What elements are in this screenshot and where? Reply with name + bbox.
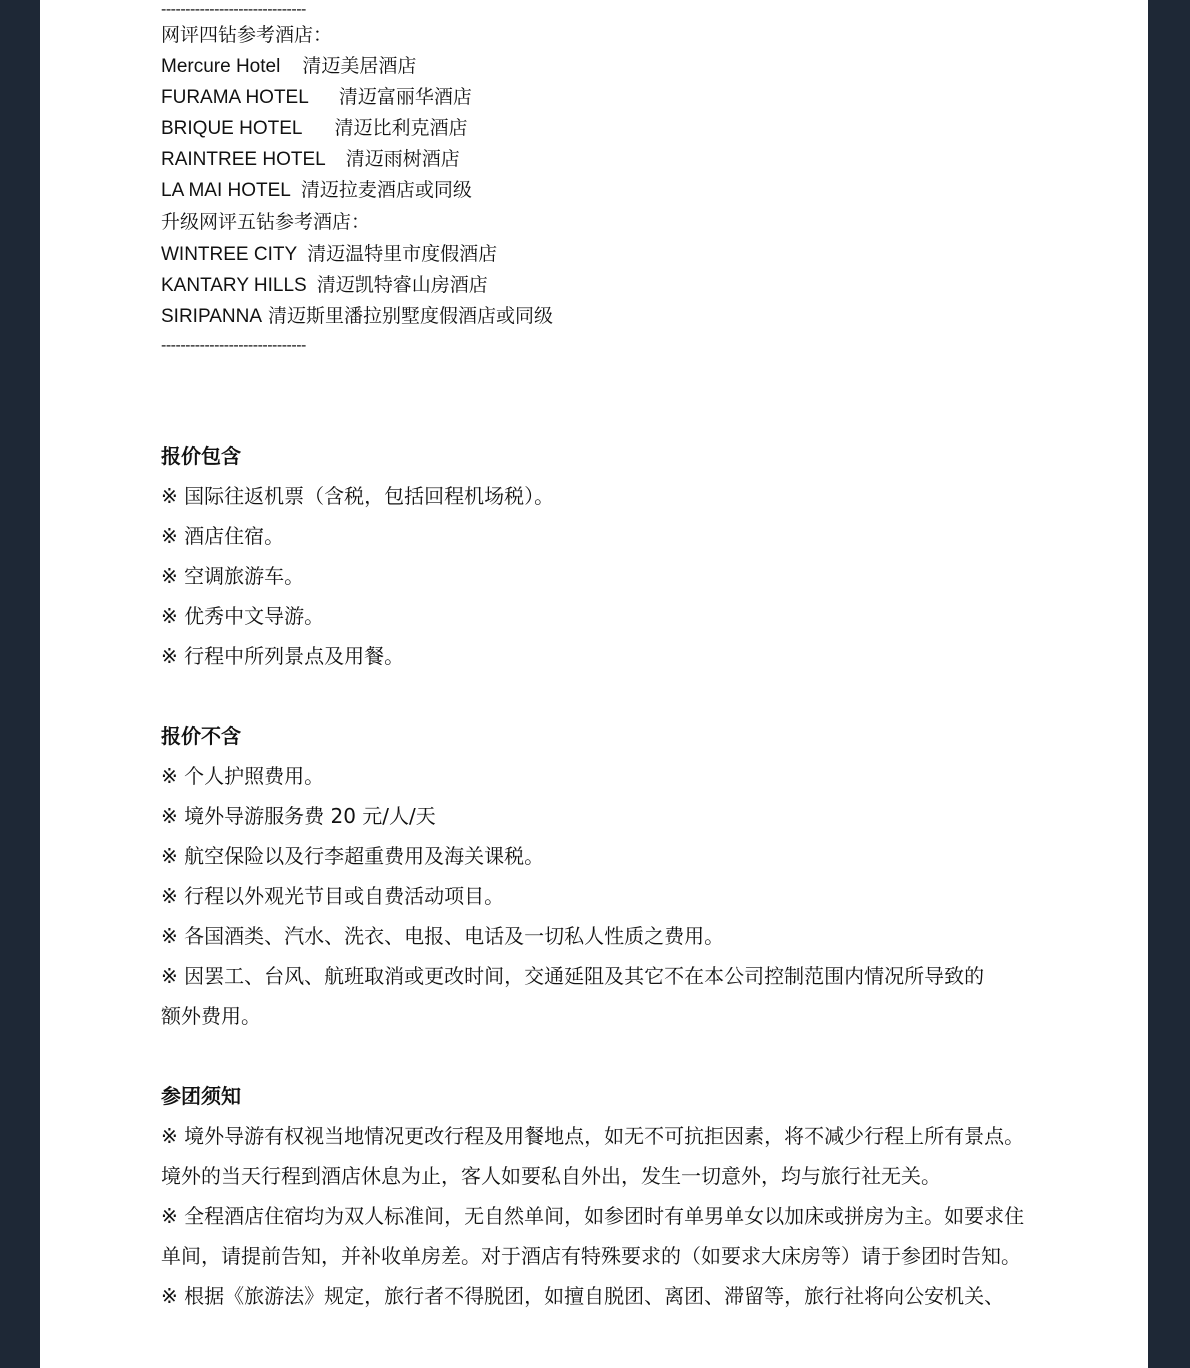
document-content	[161, 0, 1061, 1316]
section-title-excluded: 报价不含	[161, 724, 241, 748]
list-item: ※ 酒店住宿。	[161, 524, 285, 548]
list-item: ※ 全程酒店住宿均为双人标准间，无自然单间，如参团时有单男单女以加床或拼房为主。如要求住单间，请提前告知，并补收单房差。对于酒店有特殊要求的（如要求大床房等）请于参团时告知。	[161, 1204, 1025, 1268]
hotel-line: RAINTREE HOTEL 清迈雨树酒店	[161, 148, 460, 170]
four-star-heading: 网评四钻参考酒店：	[161, 24, 333, 46]
list-item: ※ 各国酒类、汽水、洗衣、电报、电话及一切私人性质之费用。	[161, 924, 725, 948]
list-item: ※ 空调旅游车。	[161, 564, 305, 588]
list-item: ※ 因罢工、台风、航班取消或更改时间，交通延阻及其它不在本公司控制范围内情况所导致的额外费用。	[161, 964, 985, 1028]
section-title-included: 报价包含	[161, 444, 241, 468]
list-item: ※ 优秀中文导游。	[161, 604, 325, 628]
list-item: ※ 境外导游有权视当地情况更改行程及用餐地点，如无不可抗拒因素，将不减少行程上所有景点。境外的当天行程到酒店休息为止，客人如要私自外出，发生一切意外，均与旅行社无关。	[161, 1124, 1025, 1188]
spacer	[161, 356, 1061, 436]
list-item: ※ 境外导游服务费 20 元/人/天	[161, 804, 436, 828]
spacer	[161, 1036, 1061, 1076]
five-star-heading: 升级网评五钻参考酒店：	[161, 211, 371, 233]
spacer	[161, 676, 1061, 716]
list-item: ※ 行程中所列景点及用餐。	[161, 644, 405, 668]
list-item: ※ 行程以外观光节目或自费活动项目。	[161, 884, 505, 908]
list-item: ※ 个人护照费用。	[161, 764, 325, 788]
section-title-notice: 参团须知	[161, 1084, 241, 1108]
hotel-line: LA MAI HOTEL 清迈拉麦酒店或同级	[161, 179, 472, 201]
divider-bottom: ------------------------------	[161, 337, 306, 354]
divider-top: ------------------------------	[161, 1, 306, 18]
hotel-line: BRIQUE HOTEL 清迈比利克酒店	[161, 117, 468, 139]
list-item: ※ 国际往返机票（含税，包括回程机场税）。	[161, 484, 555, 508]
list-item: ※ 航空保险以及行李超重费用及海关课税。	[161, 844, 545, 868]
hotel-line: Mercure Hotel 清迈美居酒店	[161, 55, 417, 77]
list-item: ※ 根据《旅游法》规定，旅行者不得脱团，如擅自脱团、离团、滞留等，旅行社将向公安机关、	[161, 1284, 1005, 1308]
hotel-line: KANTARY HILLS 清迈凯特睿山房酒店	[161, 274, 488, 296]
hotel-line: SIRIPANNA 清迈斯里潘拉别墅度假酒店或同级	[161, 305, 554, 327]
hotel-line: FURAMA HOTEL 清迈富丽华酒店	[161, 86, 472, 108]
document-page	[40, 0, 1148, 1368]
hotel-line: WINTREE CITY 清迈温特里市度假酒店	[161, 243, 498, 265]
